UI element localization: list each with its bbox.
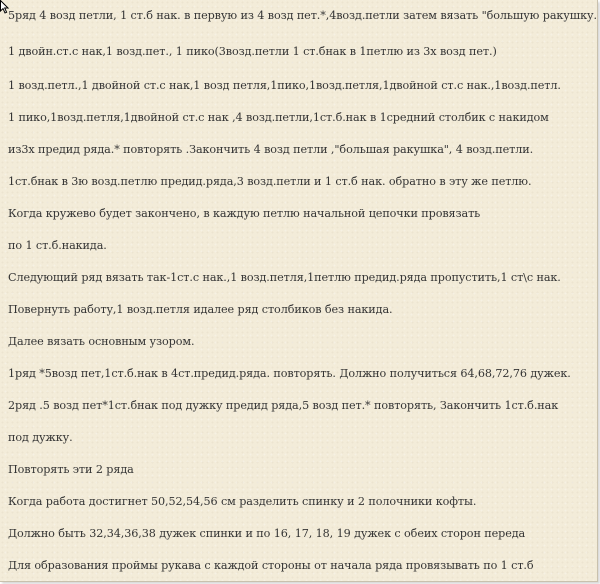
text-line-5: из3х предид ряда.* повторять .Закончить 4 возд петли ,"большая ракушка", 4 возд.петли.: [8, 143, 534, 156]
text-line-6: 1ст.бнак в 3ю возд.петлю предид.ряда,3 возд.петли и 1 ст.б нак. обратно в эту же петлю.: [8, 175, 532, 188]
text-line-12: 1ряд *5возд пет,1ст.б.нак в 4ст.предид.ряда. повторять. Должно получиться 64,68,72,76 дужек.: [8, 367, 571, 380]
text-line-8: по 1 ст.б.накида.: [8, 239, 107, 252]
text-line-17: Должно быть 32,34,36,38 дужек спинки и по 16, 17, 18, 19 дужек с обеих сторон переда: [8, 527, 526, 540]
text-line-16: Когда работа достигнет 50,52,54,56 см разделить спинку и 2 полочники кофты.: [8, 495, 477, 508]
text-line-7: Когда кружево будет закончено, в каждую петлю начальной цепочки провязать: [8, 207, 481, 220]
text-line-10: Повернуть работу,1 возд.петля идалее ряд столбиков без накида.: [8, 303, 393, 316]
text-line-15: Повторять эти 2 ряда: [8, 463, 134, 476]
text-line-9: Следующий ряд вязать так-1ст.с нак.,1 возд.петля,1петлю предид.ряда пропустить,1 ст\с нак.: [8, 271, 561, 284]
text-line-18: Для образования проймы рукава с каждой стороны от начала ряда провязывать по 1 ст.б: [8, 559, 534, 572]
text-line-11: Далее вязать основным узором.: [8, 335, 195, 348]
text-line-3: 1 возд.петл.,1 двойной ст.с нак,1 возд петля,1пико,1возд.петля,1двойной ст.с нак.,1возд.петл.: [8, 79, 561, 92]
text-line-13: 2ряд .5 возд пет*1ст.бнак под дужку предид ряда,5 возд пет.* повторять, Закончить 1ст.б.нак: [8, 399, 559, 412]
text-line-1: 5ряд 4 возд петли, 1 ст.б нак. в первую из 4 возд пет.*,4возд.петли затем вязать "большую ракушку.: [8, 9, 597, 22]
text-line-2: 1 двойн.ст.с нак,1 возд.пет., 1 пико(3возд.петли 1 ст.бнак в 1петлю из 3х возд пет.): [8, 45, 497, 58]
text-line-4: 1 пико,1возд.петля,1двойной ст.с нак ,4 возд.петли,1ст.б.нак в 1средний столбик с накидом: [8, 111, 549, 124]
text-line-14: под дужку.: [8, 431, 73, 444]
